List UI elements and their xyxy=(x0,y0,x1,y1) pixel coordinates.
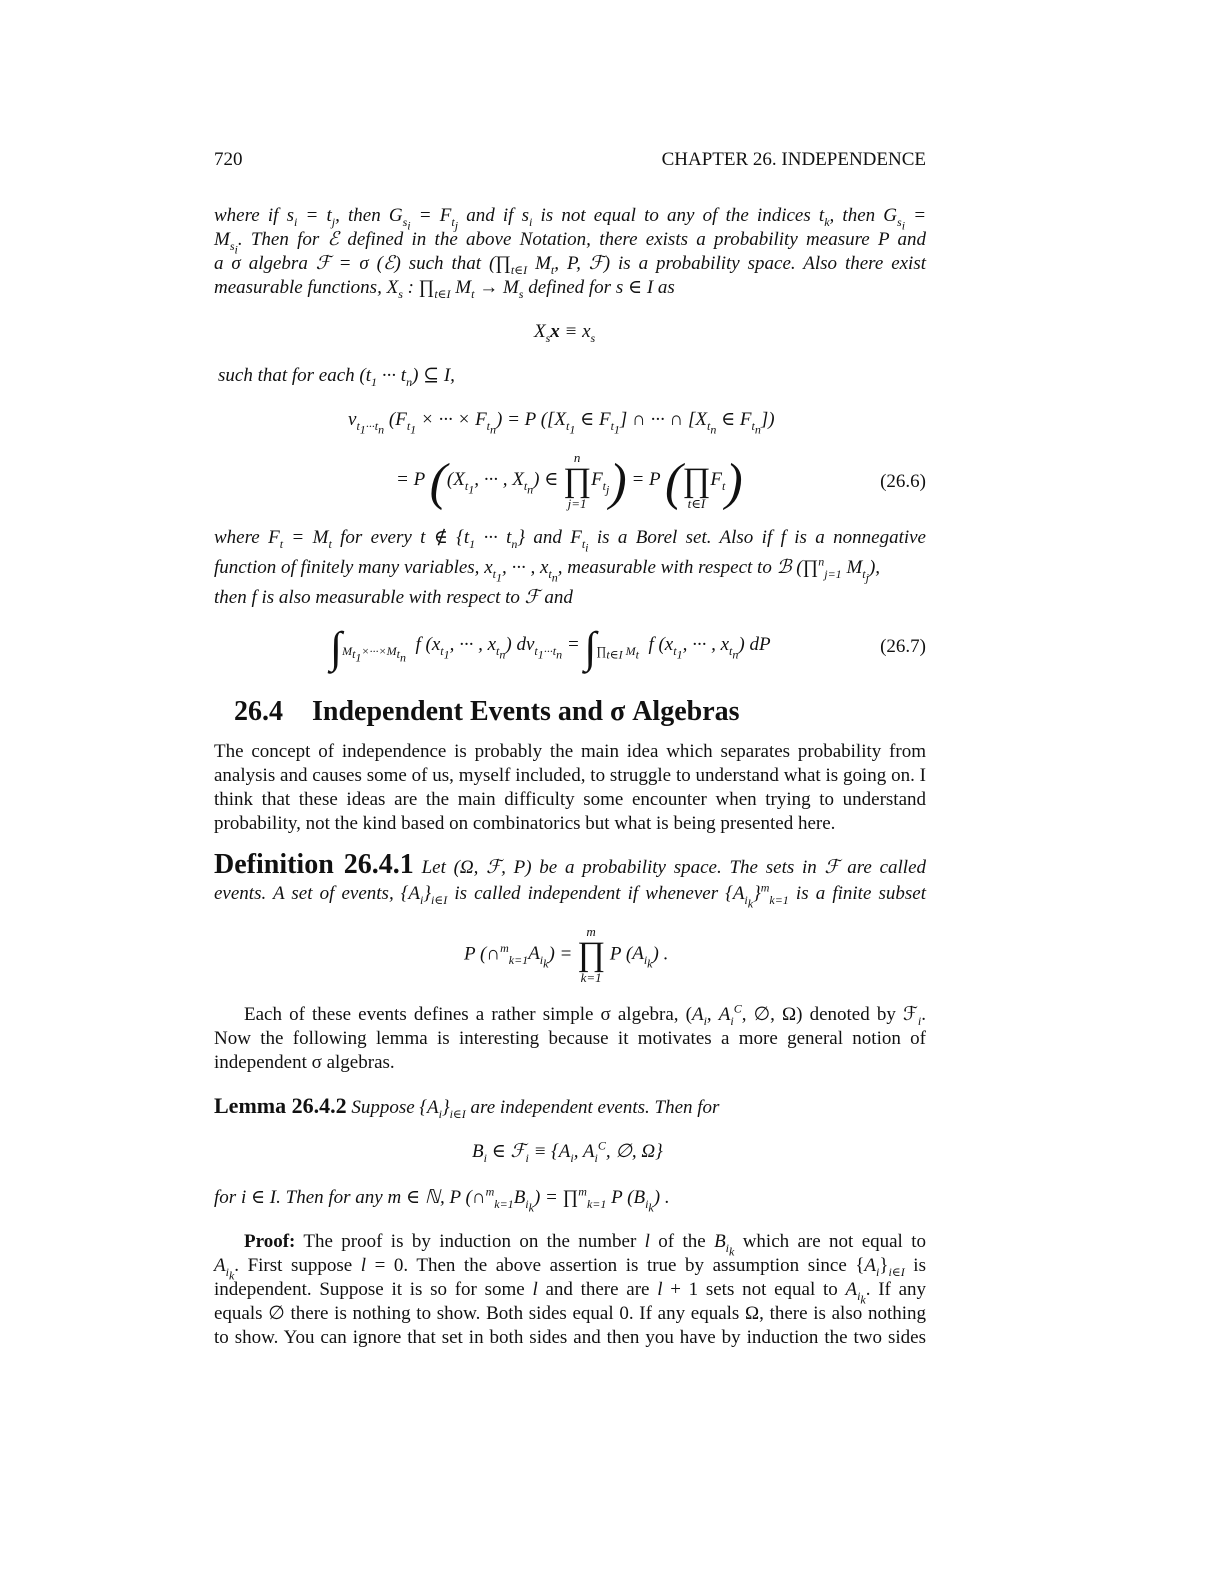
lemma-block: Lemma 26.4.2 Suppose $\{A_i\}_{i\in I}$ are independent events. Then for xyxy=(214,1093,720,1121)
lemma-conclusion: for i ∈ I. Then for any m ∈ ℕ, P $(\cap^m_{k=1}B_{i_k})$ = ∏$^m_{k=1}$ P $(B_{i_k})$ . xyxy=(214,1184,670,1215)
theorem-continuation: where if $s_i = t_j$, then $G_{s_i} = F_{t_j}$ and if $s_i$ is not equal to any of the indices $t_k$, then $G_{s_i}$ = $M_{s_i}$. Then for ℰ defined in the above Notation, there exists a probability measure P and a σ algebra ℱ = σ (ℰ) such that ($\prod_{t\in I}$ $M_t$, P, ℱ) is a probability space. Also there exist measurable functions, $X_s$ : $\prod_{t\in I}$ $M_t \to M_s$ defined for s ∈ I as xyxy=(214,205,927,301)
section-title: Independent Events and σ Algebras xyxy=(312,696,740,727)
lemma-equation: $B_i$ ∈ ℱ$_i$ ≡ {$A_i$, $A_i^C$, ∅, Ω} xyxy=(472,1138,663,1165)
equation-number-26-6: (26.6) xyxy=(880,471,926,492)
sigma-algebra-paragraph: Each of these events defines a rather simple σ algebra, ($A_i$, $A_i^C$, ∅, Ω) denoted by ℱ$_i$. Now the following lemma is interesting because it motivates a more general notion of independent σ algebras. xyxy=(214,1001,926,1073)
such-that-line: such that for each ($t_1$ ··· $t_n$) ⊆ I, xyxy=(218,365,455,389)
proof-block: Proof: The proof is by induction on the number l of the $B_{i_k}$ which are not equal to $A_{i_k}$. First suppose l = 0. Then the above assertion is true by assumption since $\{A_i\}_{i\in I}$ is independent. Suppose it is so for some l and there are l + 1 sets not equal to $A_{i_k}$. If any equals ∅ there is nothing to show. Both sides equal 0. If any equals Ω, there is also nothing to show. You can ignore that set in both sides and then you have by induction the two sides xyxy=(214,1231,927,1348)
theorem-continuation-2: where $F_t = M_t$ for every t ∉ {$t_1$ ··· $t_n$} and $F_{t_i}$ is a Borel set. Also if f is a nonnegative function of finitely many variables, $x_{t_1}$, ··· , $x_{t_n}$, measurable with respect to ℬ (∏$^n_{j=1}$ $M_{t_j}$), then f is also measurable with respect to ℱ and xyxy=(214,527,926,608)
section-heading xyxy=(234,696,740,728)
equation-number-26-7: (26.7) xyxy=(880,636,926,657)
page-number: 720 xyxy=(214,149,243,170)
proof-label: Proof: xyxy=(244,1231,296,1252)
section-number: 26.4 xyxy=(234,696,283,727)
intro-paragraph: The concept of independence is probably the main idea which separates probability from analysis and causes some of us, myself included, to struggle to understand what is going on. I think that these ideas are the main difficulty some encounter when trying to understand probability, not the kind based on combinatorics but what is being presented here. xyxy=(214,741,926,834)
definition-equation: P $(\cap^m_{k=1}A_{i_k})$ = m ∏ k=1 P $(A_{i_k})$ . xyxy=(464,924,669,985)
equation-xs: $X_sx \equiv x_s$ xyxy=(534,321,596,345)
running-header xyxy=(214,148,926,172)
definition-block: Definition 26.4.1 Let (Ω, ℱ, P) be a probability space. The sets in ℱ are called events. A set of events, $\{A_i\}_{i\in I}$ is called independent if whenever $\{A_{i_k}\}^m_{k=1}$ is a finite subset xyxy=(214,849,927,911)
chapter-title: CHAPTER 26. INDEPENDENCE xyxy=(661,149,926,170)
equation-26-6-line2: = P (($X_{t_1}$, ··· , $X_{t_n}$) ∈ n ∏ j=1 $F_{t_j}) = P$ ( ∏ t∈I $F_t$) xyxy=(396,449,743,511)
equation-26-7: $\int_{M_{t_1}\times\cdot\cdot\cdot\times M_{t_n}}$ f ($x_{t_1}$, ··· , $x_{t_n}$) $d\nu_{t_1\cdot\cdot\cdot t_n} = \int_{\prod_{t\in I} M_t}$ f ($x_{t_1}$, ··· , $x_{t_n}$) dP xyxy=(330,623,771,672)
lemma-label: Lemma 26.4.2 xyxy=(214,1093,347,1118)
definition-label: Definition 26.4.1 xyxy=(214,849,414,880)
equation-26-6-line1: $\nu_{t_1\cdot\cdot\cdot t_n}$ ($F_{t_1}$ × ··· × $F_{t_n}) = P$ ([$X_{t_1}$ ∈ $F_{t_1}$] ∩ ··· ∩ [$X_{t_n}$ ∈ $F_{t_n}$]) xyxy=(348,409,775,437)
